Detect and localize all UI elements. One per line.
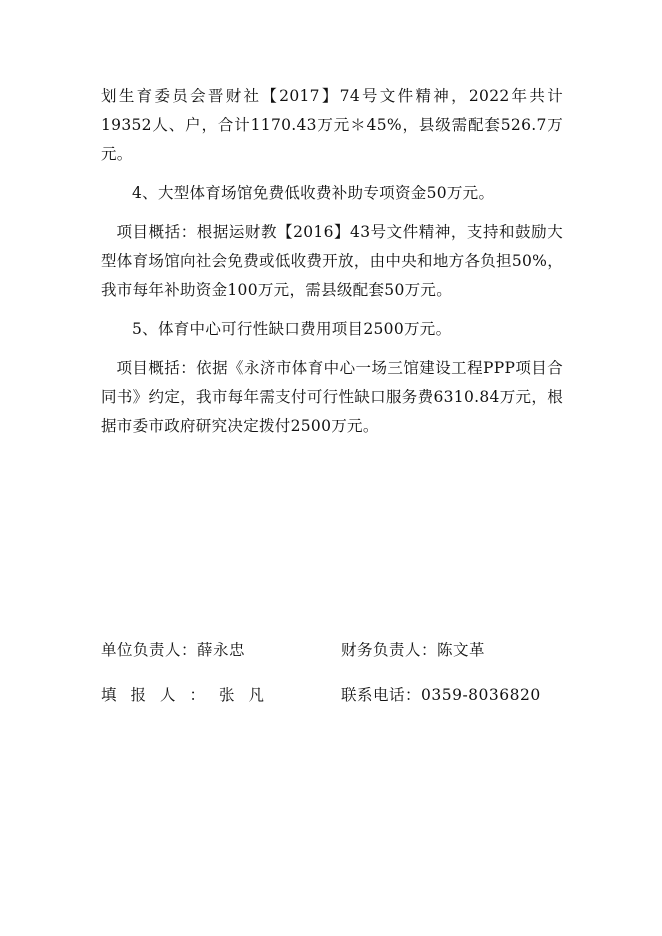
item-4-heading: 4、大型体育场馆免费低收费补助专项资金50万元。 (132, 184, 495, 202)
item-5-summary: 项目概括：依据《永济市体育中心一场三馆建设工程PPP项目合同书》约定，我市每年需支付可行性缺口服务费6310.84万元，根据市委市政府研究决定拨付2500万元。 (101, 359, 563, 435)
finance-head: 财务负责人：陈文革 (341, 641, 486, 659)
filler-label: 填报人： (101, 686, 220, 704)
filler (101, 681, 278, 709)
item-4-summary: 项目概括：根据运财教【2016】43号文件精神，支持和鼓励大型体育场馆向社会免费或低收费开放，由中央和地方各负担50%，我市每年补助资金100万元，需县级配套50万元。 (101, 223, 563, 299)
document-body (101, 82, 563, 441)
contact-phone: 联系电话：0359-8036820 (341, 686, 541, 704)
filler-name: 张凡 (219, 686, 279, 704)
item-5-heading: 5、体育中心可行性缺口费用项目2500万元。 (132, 320, 452, 338)
unit-head: 单位负责人：薛永忠 (101, 641, 246, 659)
paragraph-pension-subsidy: 划生育委员会晋财社【2017】74号文件精神，2022年共计19352人、户，合计1170.43万元＊45%，县级需配套526.7万元。 (101, 87, 563, 163)
